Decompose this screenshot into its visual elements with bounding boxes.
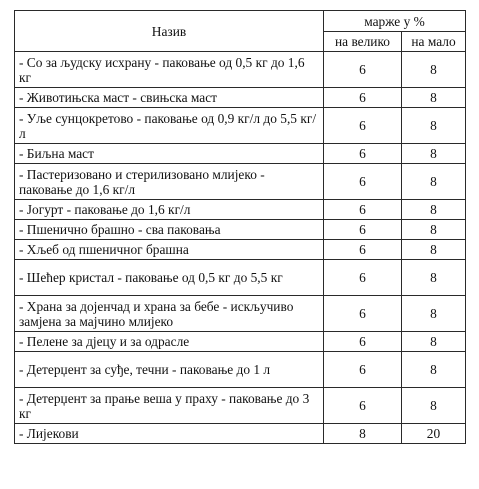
wholesale-margin: 6 [324,144,402,164]
table-row [15,240,466,260]
product-name: - Храна за дојенчад и храна за бебе - искључиво замјена за мајчино млијеко [15,296,324,332]
table-row [15,296,466,332]
product-name: - Пелене за дјецу и за одрасле [15,332,324,352]
table-row [15,332,466,352]
header-row [15,11,466,32]
product-name: - Детерџент за прање веша у праху - паковање до 3 кг [15,388,324,424]
retail-margin: 8 [402,144,466,164]
table-row [15,388,466,424]
column-header-name: Назив [15,11,324,52]
wholesale-margin: 6 [324,296,402,332]
table-row [15,108,466,144]
table-row [15,164,466,200]
retail-margin: 8 [402,164,466,200]
retail-margin: 8 [402,108,466,144]
product-name: - Пастеризовано и стерилизовано млијеко - паковање до 1,6 кг/л [15,164,324,200]
product-name: - Лијекови [15,424,324,444]
retail-margin: 8 [402,88,466,108]
table-row [15,88,466,108]
product-name: - Детерџент за суђе, течни - паковање до 1 л [15,352,324,388]
product-name: - Хљеб од пшеничног брашна [15,240,324,260]
retail-margin: 8 [402,388,466,424]
column-header-margins: марже у % [324,11,466,32]
wholesale-margin: 8 [324,424,402,444]
retail-margin: 8 [402,52,466,88]
retail-margin: 8 [402,296,466,332]
table-row [15,424,466,444]
product-name: - Со за људску исхрану - паковање од 0,5 кг до 1,6 кг [15,52,324,88]
margins-table [14,10,466,444]
product-name: - Биљна маст [15,144,324,164]
table-row [15,200,466,220]
table-row [15,52,466,88]
table-row [15,352,466,388]
retail-margin: 8 [402,332,466,352]
wholesale-margin: 6 [324,88,402,108]
retail-margin: 8 [402,260,466,296]
table-row [15,144,466,164]
product-name: - Уље сунцокретово - паковање од 0,9 кг/л до 5,5 кг/л [15,108,324,144]
wholesale-margin: 6 [324,332,402,352]
wholesale-margin: 6 [324,352,402,388]
product-name: - Пшенично брашно - сва паковања [15,220,324,240]
retail-margin: 8 [402,240,466,260]
product-name: - Јогурт - паковање до 1,6 кг/л [15,200,324,220]
wholesale-margin: 6 [324,260,402,296]
retail-margin: 8 [402,200,466,220]
wholesale-margin: 6 [324,200,402,220]
wholesale-margin: 6 [324,52,402,88]
wholesale-margin: 6 [324,388,402,424]
retail-margin: 8 [402,220,466,240]
wholesale-margin: 6 [324,220,402,240]
product-name: - Животињска маст - свињска маст [15,88,324,108]
wholesale-margin: 6 [324,240,402,260]
column-header-retail: на мало [402,32,466,52]
product-name: - Шећер кристал - паковање од 0,5 кг до 5,5 кг [15,260,324,296]
retail-margin: 20 [402,424,466,444]
table-row [15,220,466,240]
column-header-wholesale: на велико [324,32,402,52]
retail-margin: 8 [402,352,466,388]
table-row [15,260,466,296]
wholesale-margin: 6 [324,108,402,144]
wholesale-margin: 6 [324,164,402,200]
